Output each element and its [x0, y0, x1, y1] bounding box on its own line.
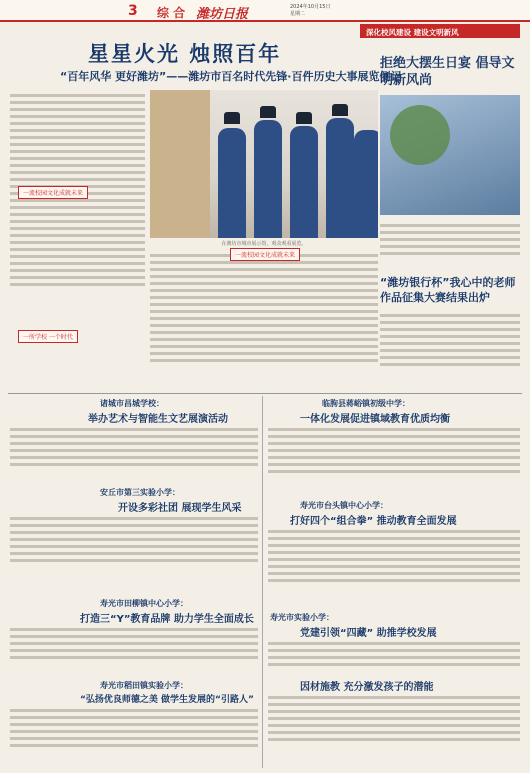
photo-wall: [150, 90, 210, 238]
school-headline: 打好四个“组合拳” 推动教育全面发展: [290, 516, 457, 527]
photo-person: [326, 118, 354, 238]
section-label: 一所学校 一个时代: [18, 330, 78, 343]
photo-person: [354, 130, 378, 238]
side-photo: [380, 95, 520, 215]
section-name: 综 合: [157, 6, 186, 20]
school-article: [268, 692, 520, 768]
photo-caption: 在潍坊市城市展示馆，观众观看展览。: [221, 241, 307, 247]
school-headline: 一体化发展促进镇域教育优质均衡: [300, 414, 450, 425]
newspaper-logo: 潍坊日报: [196, 7, 249, 22]
school-headline: 因材施教 充分激发孩子的潜能: [300, 682, 434, 693]
photo-head: [260, 106, 276, 118]
center-article: [150, 250, 378, 390]
left-article: [10, 90, 145, 390]
masthead: [0, 0, 530, 22]
side-article: [380, 220, 520, 270]
school-tag: 寿光市稻田镇实验小学：: [100, 681, 188, 690]
school-headline: 开设多彩社团 展现学生风采: [118, 503, 242, 514]
top-banner: 深化校风建设 建设文明新风: [360, 24, 520, 38]
section-label: 一流校园文化成就未来: [230, 248, 300, 261]
photo-head: [224, 112, 240, 124]
school-headline: 打造三“Y”教育品牌 助力学生全面成长: [80, 614, 254, 625]
issue-meta: [290, 4, 330, 18]
photo-head: [296, 112, 312, 124]
headline: 星星火光 烛照百年: [88, 41, 282, 66]
school-headline: 党建引领“四藏” 助推学校发展: [300, 628, 437, 639]
side-headline: 拒绝大摆生日宴 倡导文明新风尚: [380, 56, 515, 88]
school-tag: 临朐县蒋峪镇初级中学：: [322, 399, 410, 408]
school-tag: 寿光市实验小学：: [270, 613, 334, 622]
school-article: [10, 424, 258, 484]
photo-head: [332, 104, 348, 116]
school-tag: 安丘市第三实验小学：: [100, 488, 180, 497]
issue-date: 2024年10月15日: [290, 4, 331, 10]
school-article: [10, 513, 258, 593]
school-article: [268, 526, 520, 610]
photo-person: [218, 128, 246, 238]
school-article: [10, 624, 258, 678]
divider: [8, 393, 522, 394]
section-label: 一流校园文化成就未来: [18, 186, 88, 199]
school-tag: 诸城市昌城学校：: [100, 399, 164, 408]
school-article: [268, 424, 520, 496]
column-divider: [262, 396, 263, 768]
subheadline: “百年风华 更好潍坊”——潍坊市百名时代先锋·百件历史大事展览侧记: [60, 70, 402, 83]
issue-weekday: 星期二: [290, 11, 306, 17]
school-article: [268, 638, 520, 676]
page-number: 3: [128, 3, 138, 19]
exhibition-photo: [150, 90, 378, 238]
photo-person: [290, 126, 318, 238]
school-tag: 寿光市台头镇中心小学：: [300, 501, 388, 510]
school-article: [10, 705, 258, 767]
photo-person: [254, 120, 282, 238]
school-headline: “弘扬优良师德之美 做学生发展的“引路人”: [80, 695, 254, 705]
school-tag: 寿光市田柳镇中心小学：: [100, 599, 188, 608]
school-headline: 举办艺术与智能生文艺展演活动: [88, 414, 228, 425]
side-article-2: [380, 310, 520, 390]
side-headline-2: “潍坊银行杯”我心中的老师 作品征集大赛结果出炉: [380, 276, 516, 304]
photo-tree: [390, 105, 450, 165]
